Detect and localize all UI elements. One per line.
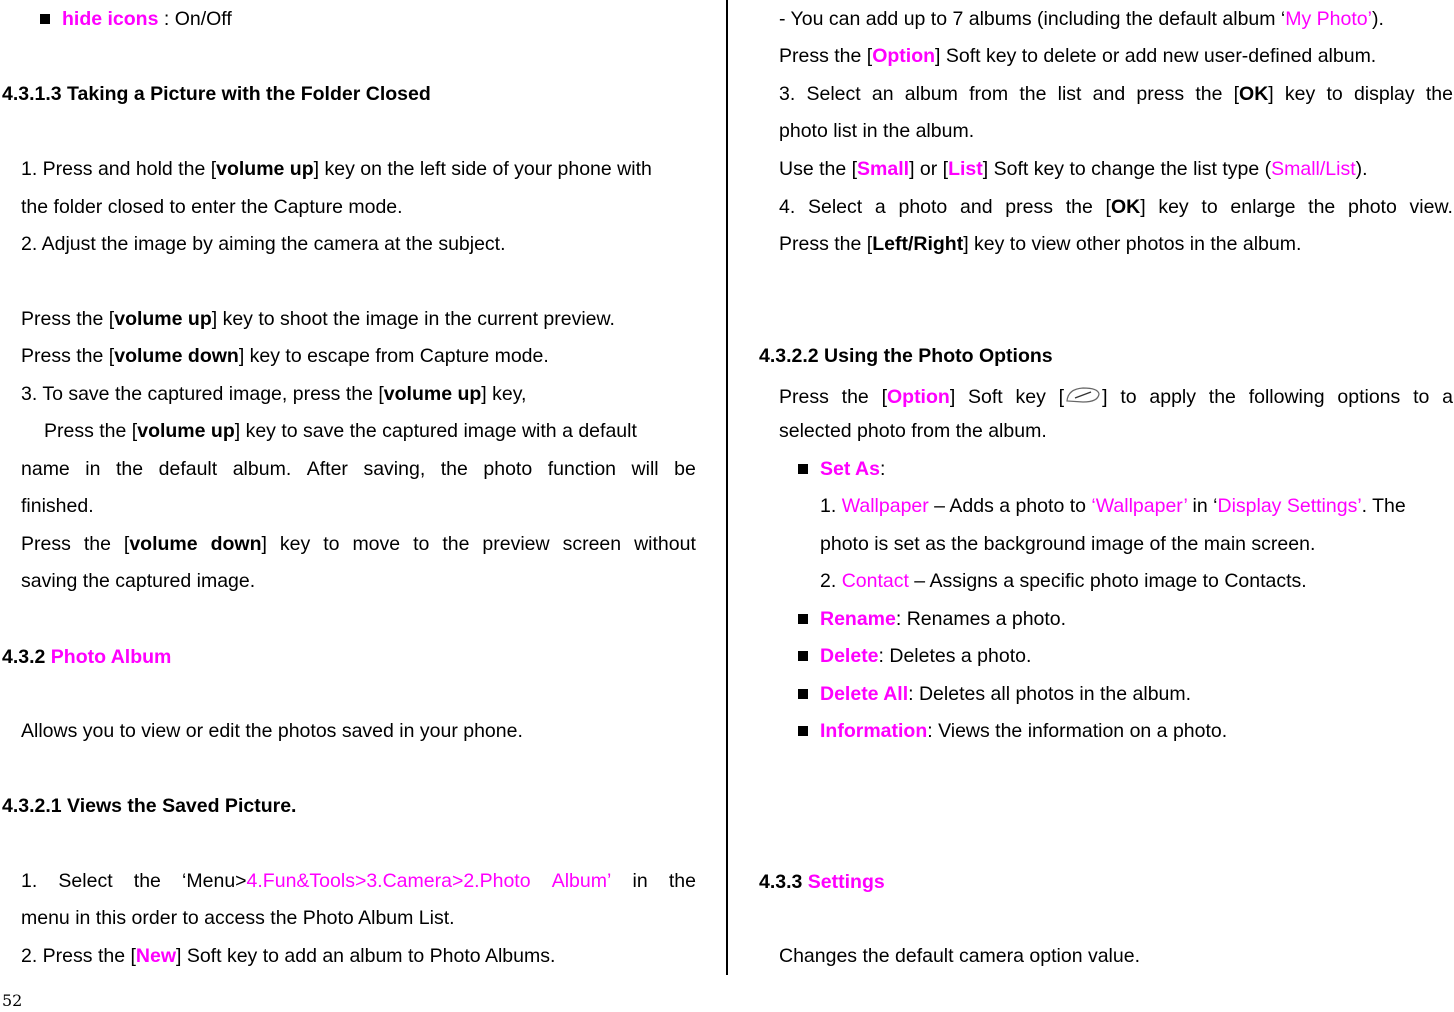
photo-album-description: Allows you to view or edit the photos saved in your phone. <box>21 720 523 742</box>
select-menu-line-2: menu in this order to access the Photo Album List. <box>21 907 455 929</box>
discard-instruction-line-2: saving the captured image. <box>21 570 256 592</box>
set-as-item: Set As: <box>820 458 886 480</box>
discard-instruction-line-1: Press the [volume down] key to move to the preview screen without <box>21 533 696 555</box>
wallpaper-item-line-2: photo is set as the background image of the main screen. <box>820 533 1316 555</box>
save-instruction-line-2: name in the default album. After saving, the photo function will be <box>21 458 696 480</box>
escape-instruction: Press the [volume down] key to escape from Capture mode. <box>21 345 549 367</box>
page-number: 52 <box>2 991 23 1010</box>
contact-item: 2. Contact – Assigns a specific photo image to Contacts. <box>820 570 1307 592</box>
hide-icons-item: hide icons : On/Off <box>62 8 232 30</box>
delete-all-item: Delete All: Deletes all photos in the album. <box>820 683 1192 705</box>
step-3: 3. To save the captured image, press the [volume up] key, <box>21 383 527 405</box>
bullet-square-icon <box>798 464 808 474</box>
list-type-instruction: Use the [Small] or [List] Soft key to change the list type (Small/List). <box>779 158 1368 180</box>
option-delete-add: Press the [Option] Soft key to delete or add new user-defined album. <box>779 45 1377 67</box>
option-apply-line-1: Press the [Option] Soft key [ ] to apply the following options to a <box>779 385 1453 408</box>
bullet-square-icon <box>798 651 808 661</box>
section-heading-4-3-2-2: 4.3.2.2 Using the Photo Options <box>759 345 1053 367</box>
bullet-square-icon <box>798 614 808 624</box>
step-3-select-album: 3. Select an album from the list and press the [OK] key to display the <box>779 83 1453 105</box>
save-instruction-line-1: Press the [volume up] key to save the captured image with a default <box>44 420 637 442</box>
column-divider <box>726 0 728 975</box>
step-3-line-2: photo list in the album. <box>779 120 975 142</box>
step-4-enlarge: 4. Select a photo and press the [OK] key to enlarge the photo view. <box>779 196 1453 218</box>
albums-limit-note: - You can add up to 7 albums (including the default album ‘My Photo’). <box>779 8 1384 30</box>
select-menu-line-1: 1. Select the ‘Menu>4.Fun&Tools>3.Camera>2.Photo Album’ in the <box>21 870 696 892</box>
bullet-square-icon <box>40 14 50 24</box>
left-right-instruction: Press the [Left/Right] key to view other photos in the album. <box>779 233 1302 255</box>
new-album-instruction: 2. Press the [New] Soft key to add an album to Photo Albums. <box>21 945 556 967</box>
delete-item: Delete: Deletes a photo. <box>820 645 1032 667</box>
section-heading-4-3-2-1: 4.3.2.1 Views the Saved Picture. <box>2 795 297 817</box>
bullet-square-icon <box>798 689 808 699</box>
section-heading-4-3-2: 4.3.2 Photo Album <box>2 646 172 668</box>
save-instruction-line-3: finished. <box>21 495 94 517</box>
step-2: 2. Adjust the image by aiming the camera at the subject. <box>21 233 506 255</box>
information-item: Information: Views the information on a photo. <box>820 720 1228 742</box>
step-1-line-2: the folder closed to enter the Capture mode. <box>21 196 403 218</box>
bullet-square-icon <box>798 726 808 736</box>
settings-description: Changes the default camera option value. <box>779 945 1140 967</box>
soft-key-icon <box>1065 385 1101 410</box>
section-heading-4-3-3: 4.3.3 Settings <box>759 871 885 893</box>
wallpaper-item-line-1: 1. Wallpaper – Adds a photo to ‘Wallpaper’ in ‘Display Settings’. The <box>820 495 1406 517</box>
option-apply-line-2: selected photo from the album. <box>779 420 1047 442</box>
section-heading-4-3-1-3: 4.3.1.3 Taking a Picture with the Folder Closed <box>2 83 431 105</box>
shoot-instruction: Press the [volume up] key to shoot the image in the current preview. <box>21 308 615 330</box>
rename-item: Rename: Renames a photo. <box>820 608 1067 630</box>
step-1-line-1: 1. Press and hold the [volume up] key on the left side of your phone with <box>21 158 652 180</box>
